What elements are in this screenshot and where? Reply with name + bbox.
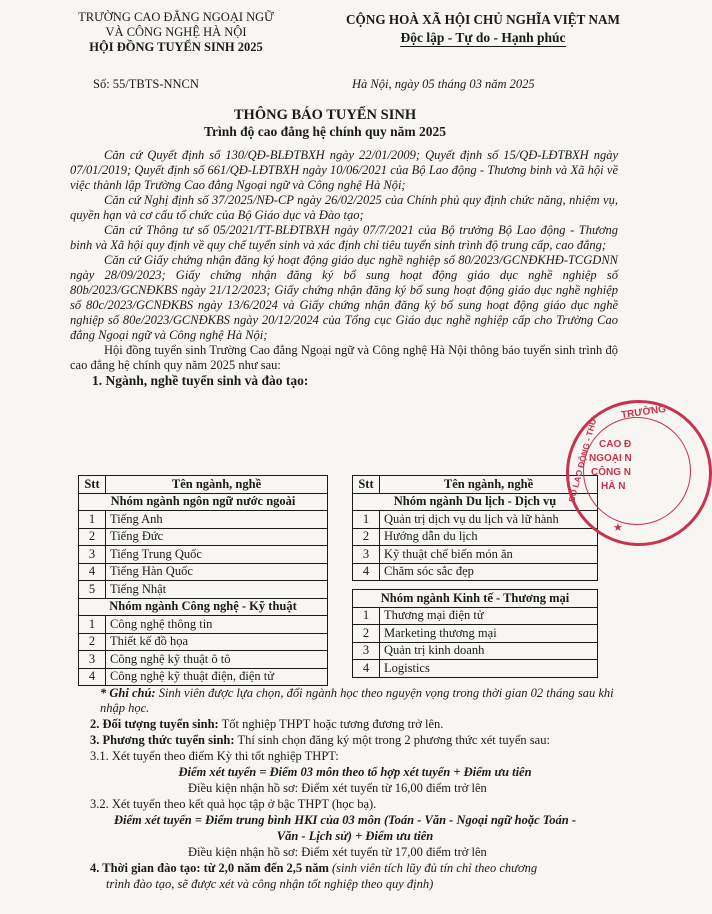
method-2-title: 3.2. Xét tuyển theo kết quả học tập ở bậc THPT (học bạ). (90, 797, 377, 811)
document-number: Số: 55/TBTS-NNCN (93, 77, 199, 91)
program-name: Tiếng Anh (106, 511, 328, 529)
section-3-label: 3. Phương thức tuyển sinh: (90, 733, 235, 747)
program-name: Tiếng Hàn Quốc (106, 563, 328, 581)
method-2-formula-line-1: Điểm xét tuyển = Điểm trung bình HKI của 03 môn (Toán - Văn - Ngoại ngữ hoặc Toán - (113, 813, 576, 827)
preamble-para-3: Căn cứ Thông tư số 05/2021/TT-BLĐTBXH ngày 07/7/2021 của Bộ trưởng Bộ Lao động - Thương binh và Xã hội quy định về quy chế tuyển sinh và xác định chỉ tiêu tuyển sinh trình độ trung cấp, cao đẳng; (70, 223, 618, 252)
table-row: 2 Hướng dẫn du lịch (353, 528, 598, 546)
table-row: 1 Tiếng Anh (79, 511, 328, 529)
stt-header: Stt (79, 476, 106, 494)
table-row: 2 Thiết kế đồ họa (79, 633, 328, 651)
table-row: 3 Tiếng Trung Quốc (79, 546, 328, 564)
program-name: Chăm sóc sắc đẹp (380, 563, 598, 581)
section-1-title: 1. Ngành, nghề tuyển sinh và đào tạo: (92, 373, 309, 388)
program-name: Công nghệ kỹ thuật ô tô (106, 651, 328, 669)
method-2-formula-line-2: Văn - Lịch sử) + Điểm ưu tiên (276, 829, 434, 843)
admission-details (90, 716, 620, 892)
seal-arc-top: TRƯỜNG (620, 403, 667, 422)
note-label: * Ghi chú: (100, 686, 156, 700)
preamble-para-2: Căn cứ Nghị định số 37/2025/NĐ-CP ngày 26/02/2025 của Chính phủ quy định chức năng, nhiệm vụ, quyền hạn và cơ cấu tổ chức của Bộ Giáo dục và Đào tạo; (70, 193, 618, 222)
org-line-2: VÀ CÔNG NGHỆ HÀ NỘI (105, 25, 247, 39)
program-name: Tiếng Nhật (106, 581, 328, 599)
table-row: 2 Tiếng Đức (79, 528, 328, 546)
method-1-title: 3.1. Xét tuyển theo điểm Kỳ thi tốt nghiệp THPT: (90, 749, 339, 763)
method-1-condition: Điều kiện nhận hồ sơ: Điểm xét tuyển từ 16,00 điểm trở lên (188, 781, 487, 795)
seal-arc-left: BỘ LAO ĐỘNG - THƯ (566, 416, 599, 504)
table-row: 3 Quản trị kinh doanh (353, 642, 598, 660)
national-header (318, 12, 648, 46)
section-4-text-1: (sinh viên tích lũy đủ tín chỉ theo chương (332, 861, 538, 875)
seal-line-1: CAO Đ (599, 439, 632, 450)
document-subtitle: Trình độ cao đẳng hệ chính quy năm 2025 (203, 124, 447, 139)
table-row: 2 Marketing thương mại (353, 625, 598, 643)
table-row: 4 Logistics (353, 660, 598, 678)
program-name: Thương mại điện tử (380, 607, 598, 625)
section-4-label: 4. Thời gian đào tạo: từ 2,0 năm đến 2,5 năm (90, 861, 329, 875)
national-motto: Độc lập - Tự do - Hạnh phúc (400, 30, 566, 45)
table-spacer (353, 581, 598, 590)
preamble (70, 148, 618, 388)
method-1-formula: Điểm xét tuyển = Điểm 03 môn theo tổ hợp xét tuyển + Điểm ưu tiên (178, 765, 532, 779)
program-name: Công nghệ kỹ thuật điện, điện tử (106, 668, 328, 686)
program-name: Tiếng Đức (106, 528, 328, 546)
note-text: Sinh viên được lựa chọn, đổi ngành học theo nguyện vọng trong thời gian 02 tháng sau khi nhập học. (100, 686, 614, 715)
table-row: 4 Tiếng Hàn Quốc (79, 563, 328, 581)
method-2-condition: Điều kiện nhận hồ sơ: Điểm xét tuyển từ 17,00 điểm trở lên (188, 845, 487, 859)
nation-name: CỘNG HOÀ XÃ HỘI CHỦ NGHĨA VIỆT NAM (346, 12, 620, 27)
group-economics: Nhóm ngành Kinh tế - Thương mại (353, 590, 598, 608)
section-2-label: 2. Đối tượng tuyển sinh: (90, 717, 219, 731)
stt-header: Stt (353, 476, 380, 494)
program-name: Hướng dẫn du lịch (380, 528, 598, 546)
section-2-text: Tốt nghiệp THPT hoặc tương đương trở lên. (221, 717, 444, 731)
table-row: 4 Chăm sóc sắc đẹp (353, 563, 598, 581)
section-4-text-2: trình đào tạo, sẽ được xét và công nhận tốt nghiệp theo quy định) (106, 877, 434, 891)
announcement: Hội đồng tuyển sinh Trường Cao đẳng Ngoại ngữ và Công nghệ Hà Nội thông báo tuyển sinh trình độ cao đẳng hệ chính quy năm 2025 như sau: (70, 343, 618, 372)
program-name: Quản trị dịch vụ du lịch và lữ hành (380, 511, 598, 529)
preamble-para-1: Căn cứ Quyết định số 130/QĐ-BLĐTBXH ngày 22/01/2009; Quyết định số 15/QĐ-LĐTBXH ngày 07/01/2019; Quyết định số 661/QĐ-LĐTBXH ngày 10/06/2021 của Bộ Lao động - Thương binh và Xã hội về việc thành lập Trường Cao đẳng Ngoại ngữ và Công nghệ Hà Nội; (70, 148, 618, 192)
left-programs-table (78, 475, 328, 686)
council-name: HỘI ĐỒNG TUYỂN SINH 2025 (89, 40, 263, 54)
program-name: Quản trị kinh doanh (380, 642, 598, 660)
name-header: Tên ngành, nghề (380, 476, 598, 494)
table-row: 5 Tiếng Nhật (79, 581, 328, 599)
table-row: 4 Công nghệ kỹ thuật điện, điện tử (79, 668, 328, 686)
note (100, 686, 620, 715)
section-3-text: Thí sinh chọn đăng ký một trong 2 phương thức xét tuyển sau: (237, 733, 550, 747)
table-row: 3 Kỹ thuật chế biến món ăn (353, 546, 598, 564)
document-title: THÔNG BÁO TUYỂN SINH (233, 107, 417, 123)
program-name: Tiếng Trung Quốc (106, 546, 328, 564)
program-name: Kỹ thuật chế biến món ăn (380, 546, 598, 564)
group-technology: Nhóm ngành Công nghệ - Kỹ thuật (79, 598, 328, 616)
seal-star-icon: ★ (613, 522, 623, 534)
seal-line-3: CÔNG N (591, 467, 631, 478)
issuer-header (52, 10, 300, 55)
name-header: Tên ngành, nghề (106, 476, 328, 494)
program-name: Công nghệ thông tin (106, 616, 328, 634)
date-line: Hà Nội, ngày 05 tháng 03 năm 2025 (352, 77, 535, 91)
official-seal (566, 400, 712, 546)
table-row: 1 Thương mại điện tử (353, 607, 598, 625)
group-tourism: Nhóm ngành Du lịch - Dịch vụ (353, 493, 598, 511)
table-row: 3 Công nghệ kỹ thuật ô tô (79, 651, 328, 669)
table-row: 1 Công nghệ thông tin (79, 616, 328, 634)
table-row: 1 Quản trị dịch vụ du lịch và lữ hành (353, 511, 598, 529)
group-languages: Nhóm ngành ngôn ngữ nước ngoài (79, 493, 328, 511)
program-name: Logistics (380, 660, 598, 678)
program-name: Marketing thương mại (380, 625, 598, 643)
seal-line-4: HÀ N (601, 481, 626, 492)
preamble-para-4: Căn cứ Giấy chứng nhận đăng ký hoạt động giáo dục nghề nghiệp số 80/2023/GCNĐKHĐ-TCGDNN ngày 28/09/2023; Giấy chứng nhận đăng ký bổ sung hoạt động giáo dục nghề nghiệp số 80b/2023/GCNĐKBS ngày 21/12/2023; Giấy chứng nhận đăng ký bổ sung hoạt động giáo dục nghề nghiệp số 80c/2023/GCNĐKBS ngày 13/6/2024 và Giấy chứng nhận đăng ký bổ sung hoạt động giáo dục nghề nghiệp số 80e/2023/GCNĐKBS ngày 20/12/2024 của Tổng cục Giáo dục nghề nghiệp cấp cho Trường Cao đẳng Ngoại ngữ và Công nghệ Hà Nội; (70, 253, 618, 342)
org-line-1: TRƯỜNG CAO ĐẲNG NGOẠI NGỮ (78, 10, 274, 24)
seal-line-2: NGOẠI N (589, 453, 632, 464)
right-programs-table (352, 475, 598, 678)
program-name: Thiết kế đồ họa (106, 633, 328, 651)
